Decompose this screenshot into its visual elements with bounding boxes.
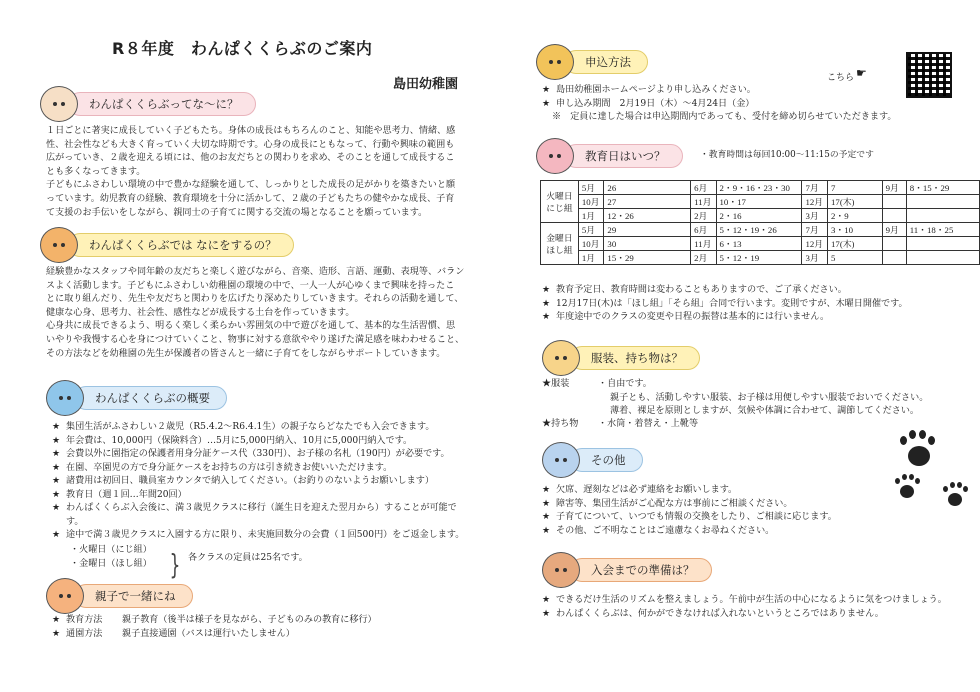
list-item: ★ 子育てについて、いつでも情報の交換をしたり、ご相談に応じます。 [542, 512, 837, 522]
about-heading-label: わんぱくくらぶってな〜に？ [68, 92, 256, 116]
list-item: ★ 障害等、集団生活がご心配な方は事前にご相談ください。 [542, 498, 793, 509]
dates-cell: 26 [604, 181, 691, 195]
schedule-heading-label: 教育日はいつ？ [564, 144, 683, 168]
table-row [541, 237, 980, 251]
clothes-label: ★服装 [542, 379, 570, 389]
month-cell: 3月 [802, 209, 828, 223]
other-list [542, 484, 837, 538]
dates-cell: 2・9・16・23・30 [716, 181, 802, 195]
dates-cell: 29 [604, 223, 691, 237]
text-line: 親子とも、活動しやすい服装、お子様は用便しやすい服装でおいでください。 [610, 392, 929, 403]
month-cell: 2月 [691, 209, 716, 223]
overview-heading-label: わんぱくくらぶの概要 [74, 386, 227, 410]
dates-cell [906, 209, 979, 223]
class-item: ・金曜日（ほし組） [70, 558, 152, 569]
parents-list [52, 614, 377, 641]
month-cell: 10月 [578, 237, 604, 251]
weekday-label: 金曜日 [546, 232, 573, 243]
month-cell: 6月 [691, 223, 716, 237]
text-line: 性、社会性なども大きく育っていく大切な時期です。心身の成長にともなって、行動や興味の範囲も [46, 139, 455, 150]
dates-cell: 12・26 [604, 209, 691, 223]
table-row [541, 181, 980, 195]
giraffe-icon [536, 44, 574, 80]
text-line: 薄着、裸足を原則としますが、気候や体調に合わせて、調節してください。 [610, 406, 920, 417]
text-line: とも多くなってきます。 [46, 166, 146, 177]
list-item: ★ 年会費は、10,000円（保険料含）…5月に5,000円納入、10月に5,000円納入です。 [52, 435, 413, 446]
dates-cell: 2・9 [828, 209, 883, 223]
prep-list [542, 594, 947, 621]
dates-cell: 5 [828, 251, 883, 265]
apply-note: ※ 定員に達した場合は申込期間内であっても、受付を締め切らせていただきます。 [552, 112, 897, 122]
table-row [541, 195, 980, 209]
month-cell: 2月 [691, 251, 716, 265]
class-group-cell [541, 181, 579, 223]
overview-list [52, 421, 464, 543]
month-cell [882, 209, 906, 223]
text-line: 経験豊かなスタッフや同年齢の友だちと楽しく遊びながら、音楽、造形、言語、運動、表現等、バラン [46, 267, 465, 277]
list-item: ★ 教育予定日、教育時間は変わることもありますので、ご了承ください。 [542, 285, 847, 295]
month-cell: 3月 [802, 251, 828, 265]
month-cell [882, 195, 906, 209]
page-title: R８年度 わんぱくくらぶのご案内 [112, 39, 373, 58]
dates-cell: 2・16 [716, 209, 802, 223]
text-line: 健康な心身、思考力、社会性、感性などが成長する土台を作っていきます。 [46, 307, 355, 318]
month-cell: 7月 [802, 223, 828, 237]
text-line: 心身共に成長できるよう、明るく楽しく柔らかい雰囲気の中で遊びを通して、基本的な生活習慣、思 [46, 321, 456, 332]
list-item: ★ 年度途中でのクラスの変更や日程の振替は基本的には行いません。 [542, 312, 830, 322]
elephant-icon [46, 380, 84, 416]
paw-print-icon [894, 474, 920, 500]
month-cell [882, 251, 906, 265]
month-cell: 6月 [691, 181, 716, 195]
month-cell: 11月 [691, 237, 716, 251]
month-cell: 5月 [578, 223, 604, 237]
dates-cell: 3・10 [828, 223, 883, 237]
table-row [541, 209, 980, 223]
apply-list [542, 84, 896, 125]
list-item: ★ わんぱくくらぶは、何かができなければ入れないというところではありません。 [542, 608, 884, 619]
list-item: ★ 教育方法 親子教育（後半は様子を見ながら、子どものみの教育に移行） [52, 615, 377, 625]
text-line: その方法などを幼稚園の先生が保護者の皆さんと一緒に子育てをしながらサポートしていきます。 [46, 348, 446, 359]
dates-cell: 17(木) [828, 195, 883, 209]
dates-cell: 7 [828, 181, 883, 195]
about-text [46, 125, 455, 220]
bear-icon [542, 552, 580, 588]
text-line: スよく活動します。子どもにふさわしい幼稚園の環境の中で、一人一人が心ゆくまで興味を持ったこ [46, 280, 455, 291]
list-item: ★ 教育日（週１回…年間20回） [52, 489, 187, 500]
table-row [541, 223, 980, 237]
items-text: ・水筒・着替え・上靴等 [598, 419, 699, 429]
parents-heading [46, 578, 193, 614]
list-item: ★ 会費以外に園指定の保護者用身分証ケース代（330円）、お子様の名札（190円）が必要です。 [52, 449, 450, 459]
month-cell: 7月 [802, 181, 828, 195]
month-cell: 1月 [578, 209, 604, 223]
dates-cell [906, 251, 979, 265]
list-item: ★ 12月17日(木)は「ほし組」「そら組」合同で行います。変則ですが、木曜日開催です。 [542, 298, 908, 309]
qr-label: こちら [827, 73, 855, 83]
class-group-cell [541, 223, 579, 265]
month-cell: 11月 [691, 195, 716, 209]
apply-heading-label: 申込方法 [564, 50, 648, 74]
class-capacity-note: 各クラスの定員は25名です。 [188, 553, 308, 563]
brace-icon: } [169, 548, 181, 581]
list-item: ★ わんぱくくらぶ入会後に、満３歳児クラスに移行（誕生日を迎えた翌月から）することが可能で [52, 503, 457, 513]
text-line: て支援のお手伝いをしながら、親同士の子育てに関する交流の場となることを願っています。 [46, 207, 428, 218]
dates-cell [906, 237, 979, 251]
belongings-heading [542, 340, 700, 376]
other-heading-label: その他 [570, 448, 643, 472]
list-item: ★ 申し込み期間 2月19日（木）〜4月24日（金） [542, 98, 755, 109]
activities-heading [40, 227, 294, 263]
class-name-label: にじ組 [546, 202, 573, 213]
list-item: ★ 諸費用は初回日、職員室カウンタで納入してください。（お釣りのないようお願いします） [52, 476, 434, 486]
other-heading [542, 442, 643, 478]
list-item: ★ 在園、卒園児の方で身分証ケースをお持ちの方は引き続きお使いいただけます。 [52, 462, 393, 473]
class-name-label: ほし組 [546, 244, 573, 255]
paw-print-icon [898, 430, 938, 470]
activities-heading-label: わんぱくくらぶでは なにをするの？ [68, 233, 294, 257]
pig-icon [536, 138, 574, 174]
text-line: ・自由です。 [598, 379, 652, 389]
text-line: っています。幼児教育の経験、教育環境を十分に活かして、２歳の子どもたちの健やかな成長、子育 [46, 193, 455, 204]
dates-cell: 8・15・29 [906, 181, 979, 195]
schedule-notes [542, 284, 908, 325]
schedule-time-note: ・教育時間は毎回10:00〜11:15の予定です [700, 150, 874, 160]
dates-cell: 6・13 [716, 237, 802, 251]
overview-heading [46, 380, 227, 416]
paw-print-icon [942, 482, 968, 508]
text-line: 子どもにふさわしい環境の中で豊かな経験を通して、しっかりとした成長の足がかりを築きたいと願 [46, 180, 456, 191]
list-item: ★ 通園方法 親子直接通園（バスは運行いたしません） [52, 628, 295, 639]
activities-text [46, 266, 464, 361]
month-cell [882, 237, 906, 251]
list-item: ★ その他、ご不明なことはご遠慮なくお尋ねください。 [542, 525, 775, 536]
items-label: ★持ち物 [542, 419, 579, 429]
apply-heading [536, 44, 648, 80]
month-cell: 1月 [578, 251, 604, 265]
month-cell: 12月 [802, 195, 828, 209]
school-name: 島田幼稚園 [393, 77, 459, 92]
list-item-continuation: す。 [66, 516, 84, 527]
dates-cell: 15・29 [604, 251, 691, 265]
list-item: ★ 途中で満３歳児クラスに入園する方に限り、未実施回数分の会費（１回500円）をご返金します。 [52, 530, 465, 540]
list-item: ★ できるだけ生活のリズムを整えましょう。午前中が生活の中心になるように気をつけましょう。 [542, 595, 947, 605]
month-cell: 12月 [802, 237, 828, 251]
prep-heading-label: 入会までの準備は？ [570, 558, 712, 582]
pointing-hand-icon: ☛ [856, 66, 867, 80]
dates-cell: 10・17 [716, 195, 802, 209]
dates-cell: 27 [604, 195, 691, 209]
alpaca-icon [40, 86, 78, 122]
month-cell: 5月 [578, 181, 604, 195]
dates-cell: 5・12・19 [716, 251, 802, 265]
text-line: 広がっていき、２歳を迎える頃には、他のお友だちとの関わりを求め、そのことを通して成長するこ [46, 153, 455, 164]
dates-cell: 17(木) [828, 237, 883, 251]
koala-icon [542, 442, 580, 478]
class-list [70, 544, 152, 571]
parents-heading-label: 親子で一緒にね [74, 584, 193, 608]
belongings-heading-label: 服装、持ち物は？ [570, 346, 700, 370]
list-item: ★ 島田幼稚園ホームページより申し込みください。 [542, 85, 756, 95]
schedule-table [540, 180, 980, 265]
text-line: １日ごとに著実に成長していく子どもたち。身体の成長はもちろんのこと、知能や思考力、情緒、感 [46, 126, 456, 136]
about-heading [40, 86, 256, 122]
dates-cell: 11・18・25 [906, 223, 979, 237]
month-cell: 10月 [578, 195, 604, 209]
dates-cell: 30 [604, 237, 691, 251]
list-item: ★ 集団生活がふさわしい２歳児（R5.4.2〜R6.4.1生）の親子ならどなたでも入会できます。 [52, 422, 435, 432]
dates-cell: 5・12・19・26 [716, 223, 802, 237]
month-cell: 9月 [882, 181, 906, 195]
class-item: ・火曜日（にじ組） [70, 545, 152, 555]
cat-icon [46, 578, 84, 614]
weekday-label: 火曜日 [546, 190, 573, 201]
clothes-text [598, 378, 928, 419]
chick-icon [542, 340, 580, 376]
text-line: とに取り組んだり、先生や友だちと関わりを広げたり深めたりしていきます。それらの活動を通して、 [46, 294, 464, 305]
dates-cell [906, 195, 979, 209]
list-item: ★ 欠席、遅刻などは必ず連絡をお願いします。 [542, 485, 738, 495]
lion-icon [40, 227, 78, 263]
qr-code-icon[interactable] [906, 52, 952, 98]
prep-heading [542, 552, 712, 588]
schedule-heading [536, 138, 683, 174]
text-line: いやりや我慢する心を身につけていくこと、物事に対する意欲ややり遂げた満足感を味わわせること、 [46, 334, 465, 345]
month-cell: 9月 [882, 223, 906, 237]
table-row [541, 251, 980, 265]
